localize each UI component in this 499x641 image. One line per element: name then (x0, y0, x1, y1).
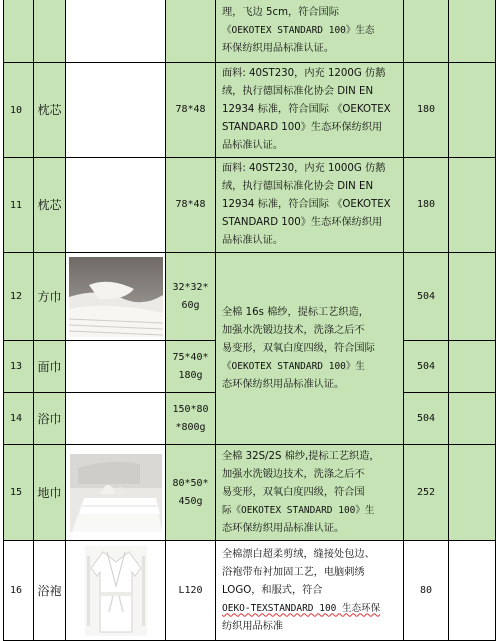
row-number: 12 (4, 253, 34, 341)
product-quantity: 504 (404, 253, 449, 341)
product-description: 全棉漂白超柔剪绒，缝接处包边、 浴袍带布衬加固工艺，电脑刺绣 LOGO，和服式，符合 OEKO-TEXSTANDARD 100 生态环保 纺织用品标准 (216, 541, 404, 641)
table-row (4, 158, 496, 253)
row-number: 14 (4, 393, 34, 445)
product-spec: 80*50* 450g (166, 445, 216, 541)
product-spec: 75*40* 180g (166, 341, 216, 393)
product-quantity: 504 (404, 393, 449, 445)
folded-towels-image (69, 257, 163, 337)
product-name: 枕芯 (34, 63, 66, 158)
product-description: 理，飞边 5cm，符合国际 《OEKOTEX STANDARD 100》生态 环保纺织用品标准认证。 (216, 0, 404, 63)
product-name: 浴巾 (34, 393, 66, 445)
product-image-cell (66, 541, 166, 641)
product-image-cell (66, 445, 166, 541)
product-spec: L120 (166, 541, 216, 641)
product-name: 浴袍 (34, 541, 66, 641)
bathrobe-image (85, 546, 147, 636)
product-name: 面巾 (34, 341, 66, 393)
product-description: 全棉 32S/2S 棉纱,提标工艺织造， 加强水洗锻边技术，洗涤之后不 易变形，双氧白度四级，符合国 际《OEKOTEX STANDARD 100》生 态环保纺织用品标准认证。 (216, 445, 404, 541)
product-description: 面料: 40ST230，内充 1000G 仿鹅 绒，执行德国标准化协会 DIN EN 12934 标准，符合国际 《OEKOTEX STANDARD 100》生态环保纺织用 品标准认证。 (216, 158, 404, 253)
product-quantity: 180 (404, 158, 449, 253)
table-row (4, 63, 496, 158)
table-row (4, 0, 496, 63)
product-name: 地巾 (34, 445, 66, 541)
towel-group-description: 全棉 16s 棉纱，提标工艺织造， 加强水洗锻边技术，洗涤之后不 易变形，双氧白度四级，符合国际 《OEKOTEX STANDARD 100》生 态环保纺织用品标准认证。 (216, 253, 404, 445)
product-spec: 32*32* 60g (166, 253, 216, 341)
row-number: 11 (4, 158, 34, 253)
row-number: 13 (4, 341, 34, 393)
product-spec: 78*48 (166, 158, 216, 253)
product-spec: 150*80 *800g (166, 393, 216, 445)
table-row (4, 541, 496, 641)
row-number: 15 (4, 445, 34, 541)
product-description: 面料: 40ST230，内充 1200G 仿鹅 绒，执行德国标准化协会 DIN EN 12934 标准，符合国际 《OEKOTEX STANDARD 100》生态环保纺织用 品标准认证。 (216, 63, 404, 158)
product-spec: 78*48 (166, 63, 216, 158)
row-number: 10 (4, 63, 34, 158)
bath-mat-image (70, 454, 162, 532)
product-table (3, 0, 496, 641)
product-quantity: 252 (404, 445, 449, 541)
table-row (4, 253, 496, 341)
product-quantity: 180 (404, 63, 449, 158)
product-image-cell (66, 253, 166, 341)
row-number: 16 (4, 541, 34, 641)
product-quantity: 80 (404, 541, 449, 641)
table-row (4, 445, 496, 541)
product-name: 方巾 (34, 253, 66, 341)
product-quantity: 504 (404, 341, 449, 393)
product-name: 枕芯 (34, 158, 66, 253)
